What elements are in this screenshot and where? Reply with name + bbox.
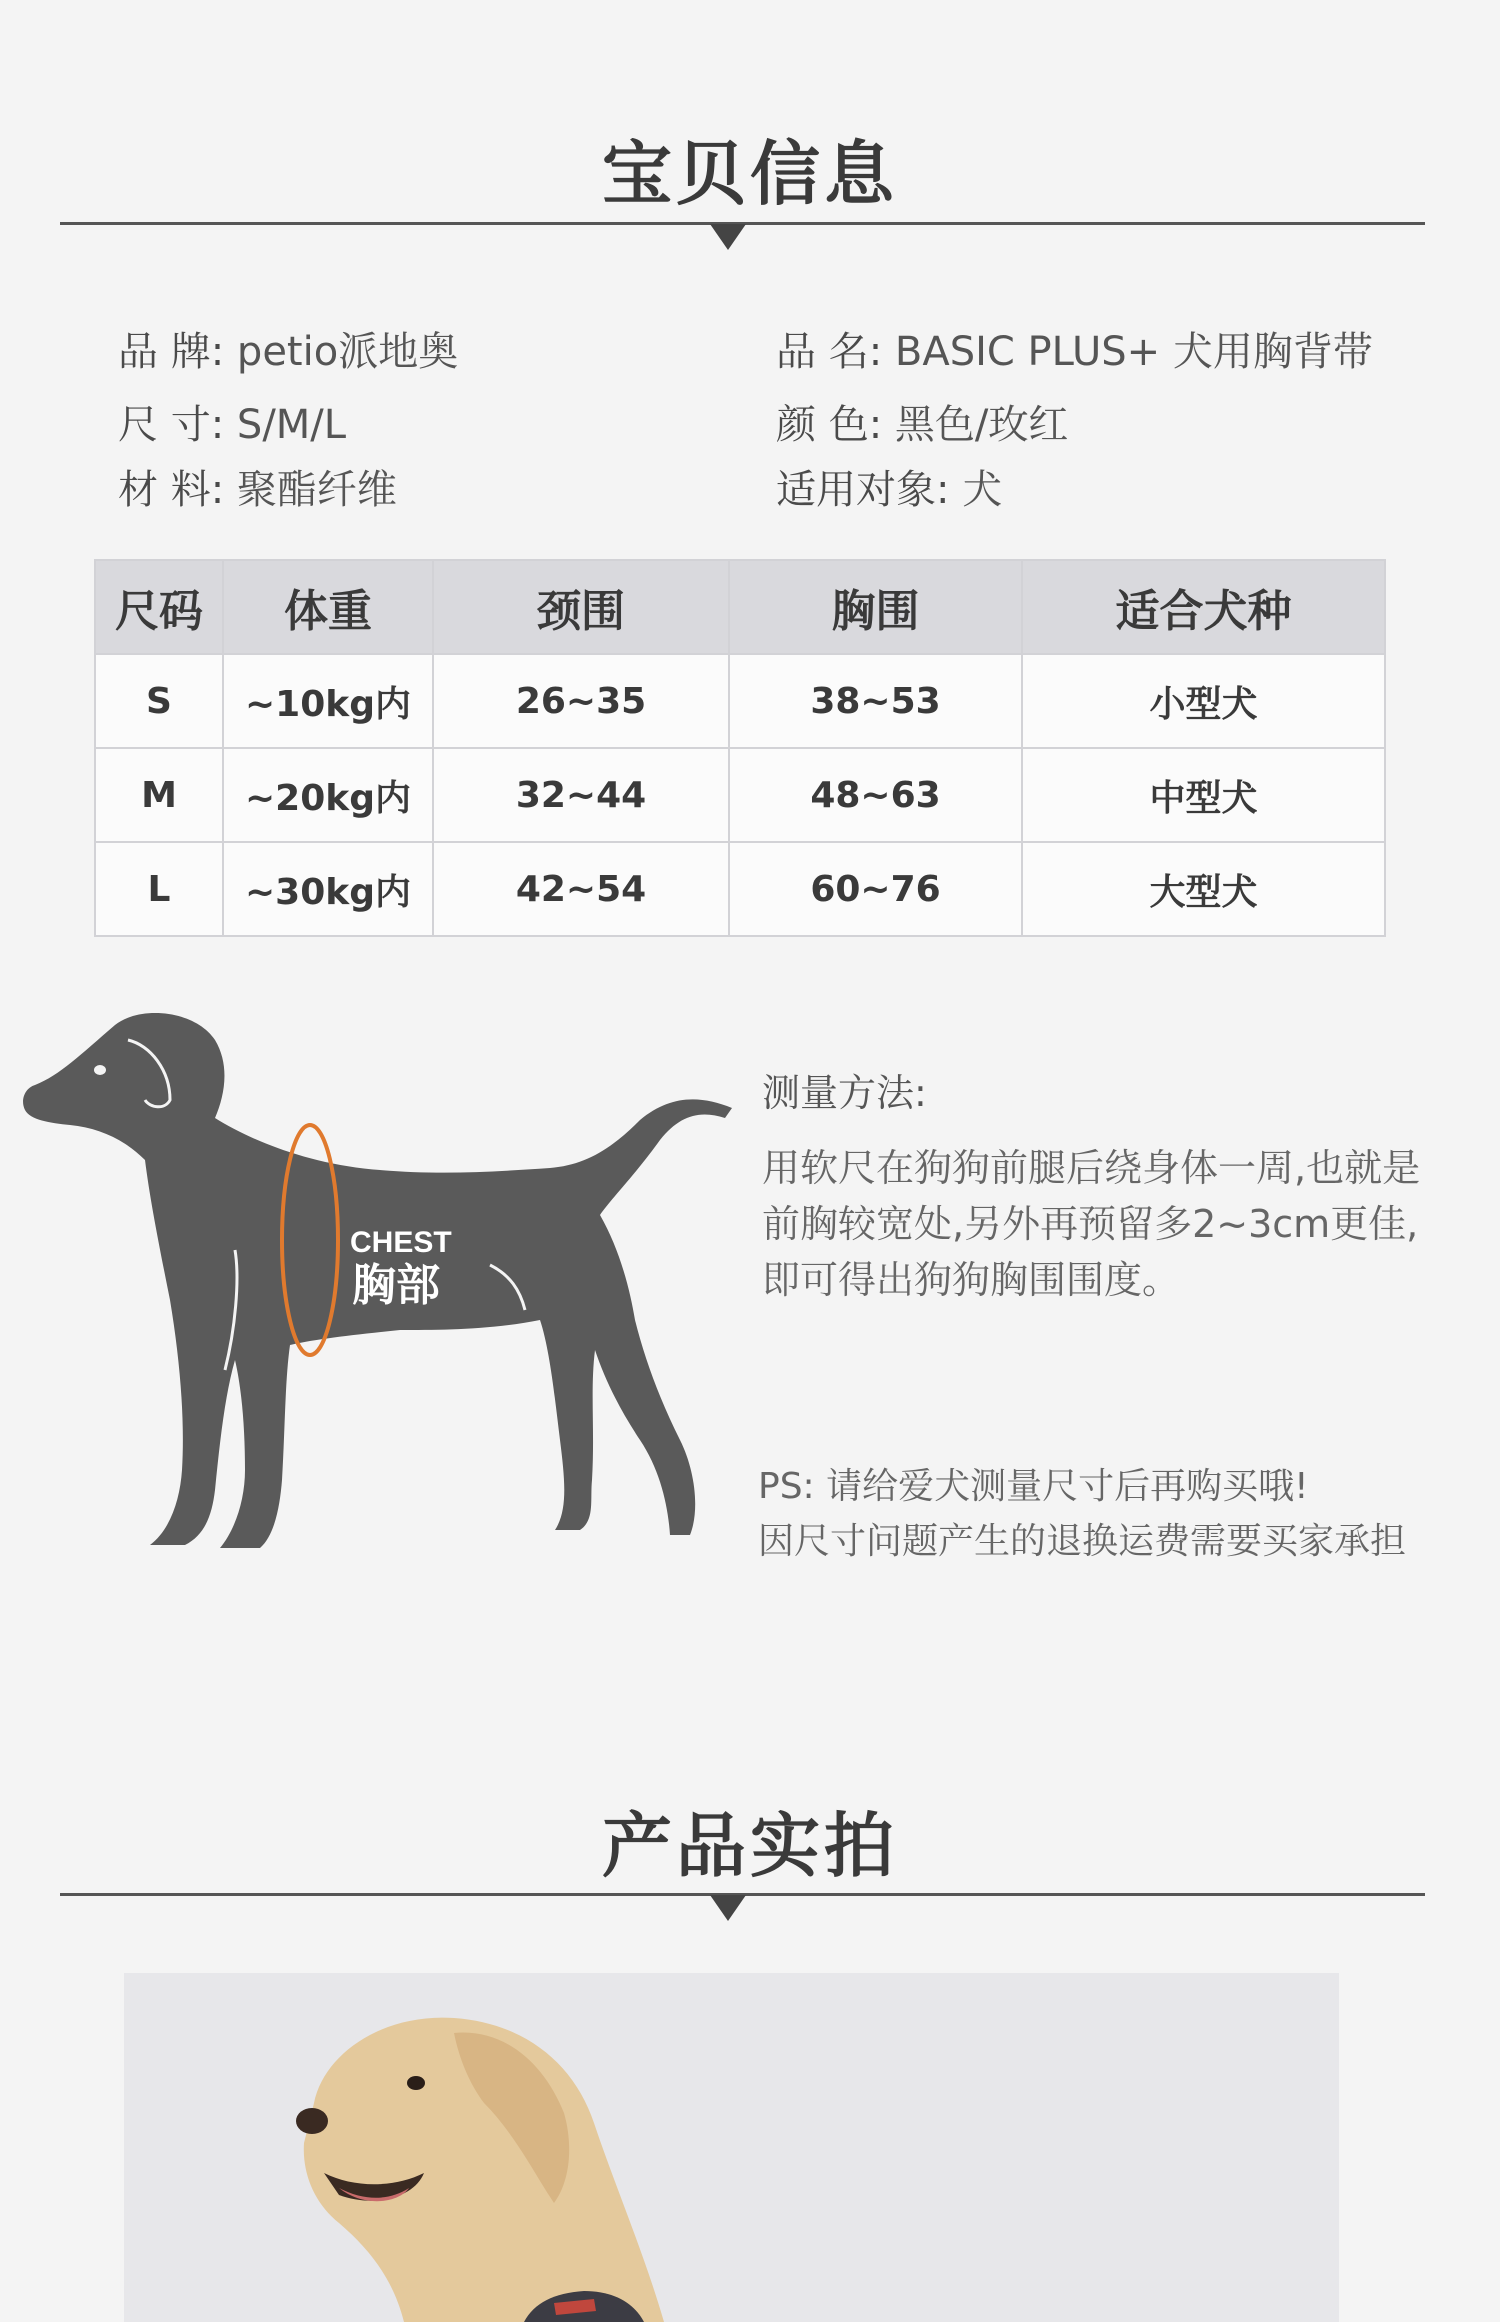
dog-nose — [296, 2108, 328, 2134]
info-label: 适用对象: — [776, 467, 950, 513]
info-value: BASIC PLUS+ 犬用胸背带 — [894, 329, 1373, 375]
measure-title: 测量方法: — [762, 1071, 927, 1115]
golden-retriever-photo — [124, 1973, 1339, 2322]
table-row — [95, 748, 1385, 842]
measure-text-line: 前胸较宽处,另外再预留多2~3cm更佳, — [762, 1202, 1419, 1246]
table-header: 体重 — [223, 560, 433, 654]
ps-note-line: PS: 请给爱犬测量尺寸后再购买哦! — [758, 1466, 1309, 1507]
table-cell: 大型犬 — [1022, 842, 1385, 936]
info-color — [776, 393, 1068, 450]
info-size — [118, 393, 346, 450]
table-cell: 48~63 — [729, 748, 1022, 842]
table-cell: 60~76 — [729, 842, 1022, 936]
table-header-row — [95, 560, 1385, 654]
size-table — [94, 559, 1386, 937]
info-target — [776, 458, 1002, 515]
measure-text-line: 即可得出狗狗胸围围度。 — [762, 1258, 1181, 1302]
ps-note-line: 因尺寸问题产生的退换运费需要买家承担 — [758, 1521, 1407, 1562]
down-arrow-icon — [710, 1895, 746, 1921]
dog-eye — [94, 1065, 106, 1075]
table-header: 尺码 — [95, 560, 223, 654]
info-material — [118, 458, 397, 515]
table-cell: 26~35 — [433, 654, 729, 748]
info-value: petio派地奥 — [236, 329, 459, 375]
info-value: 聚酯纤维 — [236, 467, 397, 513]
table-row — [95, 654, 1385, 748]
table-cell: 中型犬 — [1022, 748, 1385, 842]
info-label: 品 名: — [776, 329, 883, 375]
info-label: 品 牌: — [118, 329, 225, 375]
table-header: 胸围 — [729, 560, 1022, 654]
table-cell: ~10kg内 — [223, 654, 433, 748]
table-row — [95, 842, 1385, 936]
info-label: 颜 色: — [776, 402, 883, 448]
dog-eye — [407, 2076, 425, 2090]
chest-label-en: CHEST — [350, 1226, 452, 1259]
info-brand — [118, 320, 458, 377]
product-photo — [124, 1973, 1339, 2322]
info-product-name — [776, 320, 1373, 377]
info-label: 尺 寸: — [118, 402, 225, 448]
down-arrow-icon — [710, 224, 746, 250]
table-cell: 32~44 — [433, 748, 729, 842]
table-cell: L — [95, 842, 223, 936]
table-cell: S — [95, 654, 223, 748]
table-cell: 小型犬 — [1022, 654, 1385, 748]
table-header: 颈围 — [433, 560, 729, 654]
section-title-product-photo: 产品实拍 — [602, 1805, 898, 1887]
table-cell: 38~53 — [729, 654, 1022, 748]
info-value: S/M/L — [236, 402, 347, 448]
chest-label-cn: 胸部 — [352, 1260, 440, 1311]
section-title-product-info: 宝贝信息 — [602, 133, 898, 215]
table-cell: ~20kg内 — [223, 748, 433, 842]
table-cell: 42~54 — [433, 842, 729, 936]
table-cell: M — [95, 748, 223, 842]
info-value: 黑色/玫红 — [894, 402, 1069, 448]
dog-measurement-diagram — [20, 1000, 740, 1580]
measure-text-line: 用软尺在狗狗前腿后绕身体一周,也就是 — [762, 1146, 1421, 1190]
info-value: 犬 — [962, 467, 1003, 513]
info-label: 材 料: — [118, 467, 225, 513]
table-header: 适合犬种 — [1022, 560, 1385, 654]
table-cell: ~30kg内 — [223, 842, 433, 936]
